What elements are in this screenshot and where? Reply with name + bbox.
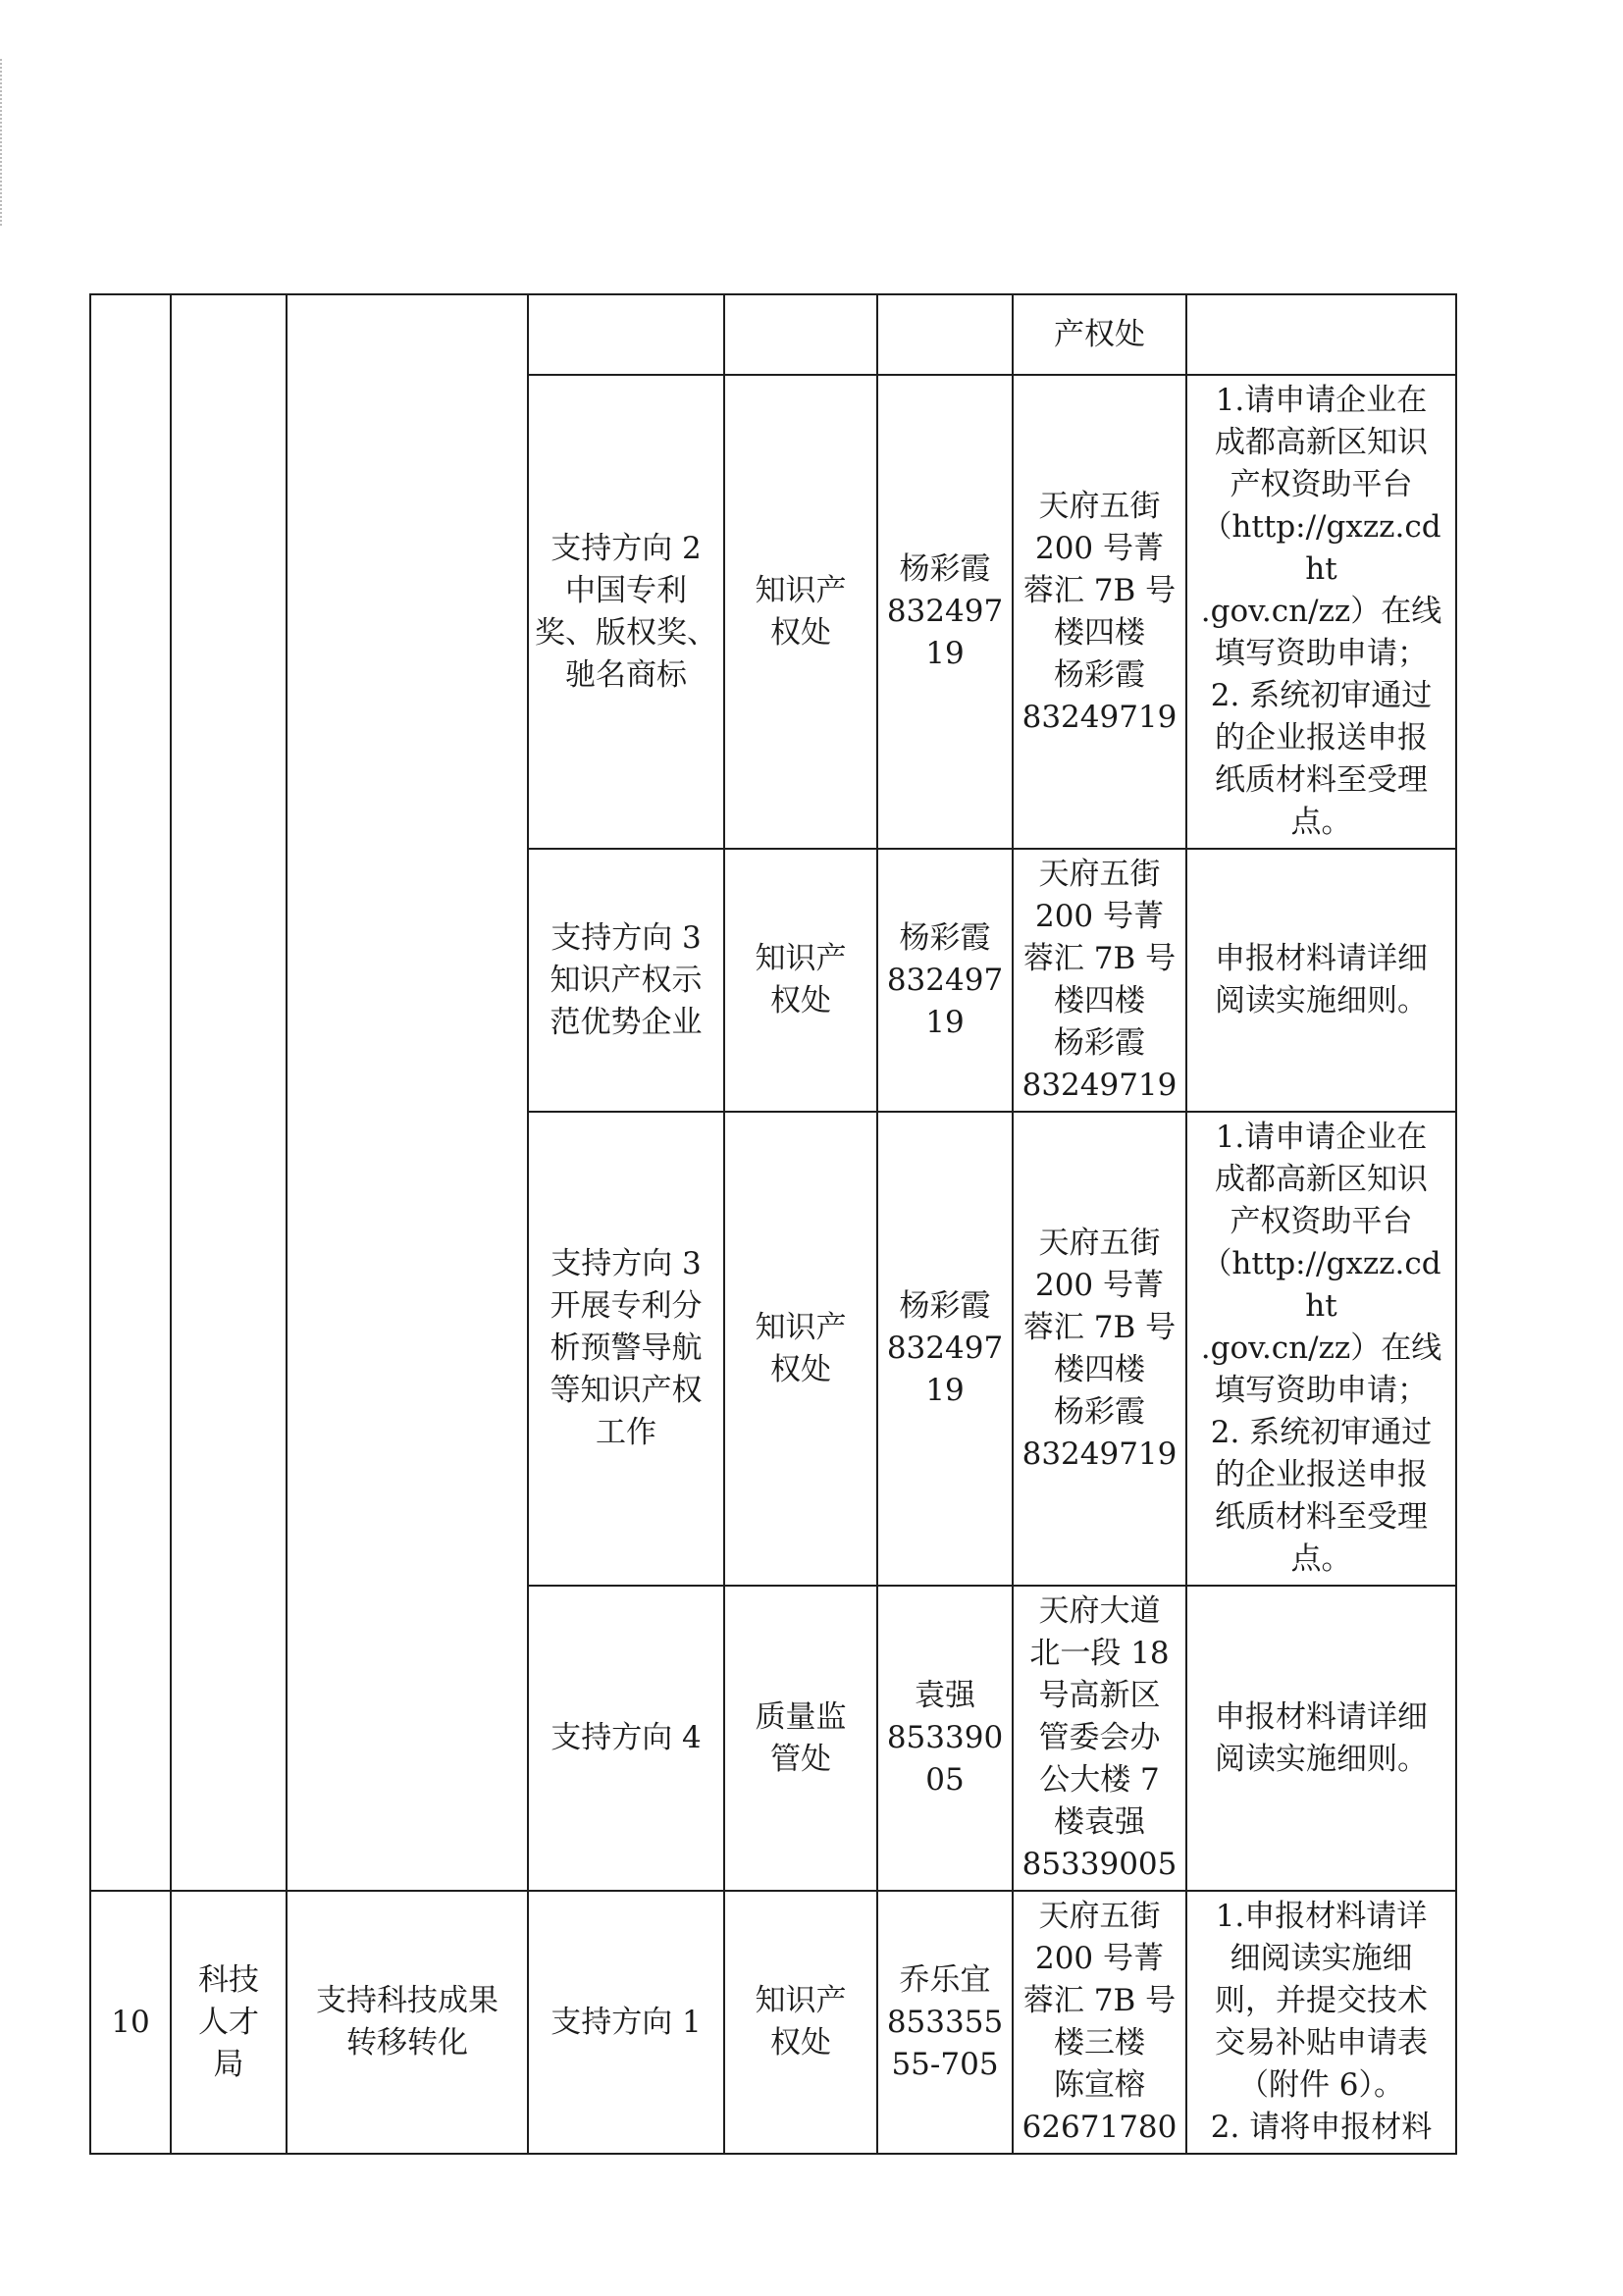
address-line: 陈宣榕 [1054, 2067, 1145, 2103]
notes-line: 阅读实施细则。 [1215, 983, 1428, 1018]
cell-notes [1186, 294, 1456, 375]
address-line: 85339005 [1021, 1847, 1178, 1882]
agency-line: 人才 [198, 2004, 259, 2040]
notes-line: 产权资助平台 [1230, 467, 1413, 502]
address-line: 楼四楼 [1054, 983, 1145, 1018]
department-line: 权处 [770, 983, 831, 1018]
address-line: 杨彩霞 [1054, 1025, 1145, 1061]
contact-line: 杨彩霞 [899, 551, 991, 587]
cell-notes [1186, 1112, 1456, 1586]
notes-line: 产权资助平台 [1230, 1204, 1413, 1239]
cell-address [1013, 849, 1186, 1112]
notes-line: 的企业报送申报 [1215, 1457, 1428, 1492]
contact-line: 杨彩霞 [899, 1288, 991, 1324]
cell-direction [528, 1891, 724, 2154]
notes-line: 申报材料请详细 [1215, 1698, 1428, 1735]
contact-line: 853355 [886, 2004, 1004, 2040]
notes-line: .gov.cn/zz）在线 [1200, 1331, 1442, 1366]
notes-line: 1.请申请企业在 [1215, 383, 1428, 418]
cell-department [724, 849, 877, 1112]
cell-direction [528, 1586, 724, 1891]
cell-direction [528, 849, 724, 1112]
notes-line: 1.申报材料请详 [1215, 1899, 1428, 1934]
cell-contact [877, 294, 1013, 375]
cell-notes [1186, 849, 1456, 1112]
notes-line: 2. 系统初审通过 [1210, 678, 1433, 713]
address-line: 蓉汇 7B 号 [1022, 1309, 1177, 1345]
address-line: 83249719 [1021, 1435, 1178, 1472]
address-line: 200 号菁 [1034, 1941, 1165, 1976]
department-line: 管处 [770, 1741, 831, 1777]
contact-line: 19 [925, 1373, 965, 1408]
direction-line: 驰名商标 [565, 656, 687, 693]
notes-line: 填写资助申请； [1215, 636, 1428, 671]
address-line: 蓉汇 7B 号 [1022, 1983, 1177, 2018]
address-line: 天府五街 [1038, 1225, 1161, 1261]
cell-address [1013, 375, 1186, 849]
index-text: 10 [111, 2004, 150, 2040]
notes-line: 成都高新区知识 [1215, 425, 1428, 460]
notes-line: （http://gxzz.cdht [1201, 509, 1441, 587]
table-row-continuation [90, 294, 1456, 375]
agency-line: 局 [213, 2046, 244, 2082]
department-line: 知识产 [755, 1983, 847, 2018]
cell-project [287, 1891, 528, 2154]
direction-line: 析预警导航 [550, 1331, 703, 1366]
cell-direction [528, 375, 724, 849]
contact-line: 乔乐宜 [899, 1961, 991, 1998]
cell-notes [1186, 375, 1456, 849]
direction-line: 支持方向 2 [550, 530, 702, 566]
address-line: 83249719 [1021, 1068, 1178, 1103]
contact-line: 19 [925, 1004, 965, 1040]
cell-address [1013, 294, 1186, 375]
contact-line: 832497 [886, 594, 1004, 629]
cell-notes [1186, 1891, 1456, 2154]
cell-address [1013, 1891, 1186, 2154]
department-line: 权处 [770, 1351, 831, 1387]
address-line: 天府五街 [1038, 857, 1161, 892]
contact-line: 832497 [886, 962, 1004, 998]
department-line: 知识产 [755, 941, 847, 976]
direction-line: 支持方向 4 [550, 1720, 702, 1755]
address-line: 蓉汇 7B 号 [1022, 572, 1177, 608]
notes-line: 成都高新区知识 [1215, 1162, 1428, 1197]
contact-line: 袁强 [915, 1678, 975, 1713]
notes-line: 则，并提交技术 [1215, 1983, 1428, 2018]
direction-line: 等知识产权 [550, 1373, 703, 1408]
contact-line: 853390 [886, 1720, 1004, 1755]
cell-address [1013, 1586, 1186, 1891]
address-line: 天府大道 [1038, 1593, 1161, 1629]
cell-department [724, 1586, 877, 1891]
cell-index [90, 1891, 171, 2154]
address-line: 杨彩霞 [1054, 1393, 1145, 1430]
cell-agency [171, 1891, 287, 2154]
address-line: 产权处 [1054, 316, 1145, 352]
cell-contact [877, 1891, 1013, 2154]
notes-line: 阅读实施细则。 [1215, 1741, 1428, 1777]
address-line: 62671780 [1021, 2110, 1178, 2145]
address-line: 200 号菁 [1034, 899, 1165, 934]
cell-department [724, 375, 877, 849]
cell-contact [877, 375, 1013, 849]
notes-line: 2. 请将申报材料 [1210, 2110, 1433, 2145]
agency-line: 科技 [198, 1961, 259, 1998]
address-line: 83249719 [1021, 699, 1178, 735]
notes-line: 申报材料请详细 [1215, 941, 1428, 976]
table-row-10 [90, 1891, 1456, 2154]
project-line: 支持科技成果 [316, 1983, 498, 2018]
direction-line: 工作 [596, 1415, 656, 1450]
cell-department [724, 1891, 877, 2154]
cell-direction [528, 294, 724, 375]
department-line: 权处 [770, 614, 831, 651]
address-line: 天府五街 [1038, 488, 1161, 524]
notes-line: （http://gxzz.cdht [1201, 1246, 1441, 1324]
support-contact-table [89, 293, 1457, 2155]
notes-line: 纸质材料至受理 [1215, 762, 1428, 798]
contact-line: 832497 [886, 1331, 1004, 1366]
notes-line: 细阅读实施细 [1230, 1941, 1413, 1976]
address-line: 蓉汇 7B 号 [1022, 941, 1177, 976]
address-line: 公大楼 7 [1039, 1762, 1160, 1798]
notes-line: 纸质材料至受理 [1215, 1499, 1428, 1535]
contact-line: 55-705 [891, 2046, 999, 2082]
direction-line: 支持方向 3 [550, 919, 702, 956]
address-line: 楼四楼 [1054, 1351, 1145, 1387]
notes-line: .gov.cn/zz）在线 [1200, 594, 1442, 629]
address-line: 楼三楼 [1054, 2025, 1145, 2061]
department-line: 知识产 [755, 1309, 847, 1345]
cell-address [1013, 1112, 1186, 1586]
direction-line: 支持方向 3 [550, 1246, 702, 1281]
direction-line: 奖、版权奖、 [535, 614, 717, 651]
cell-agency-continued [171, 294, 287, 1891]
department-line: 质量监 [755, 1698, 847, 1735]
cell-contact [877, 849, 1013, 1112]
address-line: 管委会办 [1038, 1720, 1161, 1755]
direction-line: 知识产权示 [550, 962, 703, 998]
cell-notes [1186, 1586, 1456, 1891]
direction-line: 开展专利分 [550, 1288, 703, 1324]
contact-line: 05 [925, 1762, 965, 1798]
direction-line: 范优势企业 [550, 1004, 703, 1040]
scan-edge-mark [0, 59, 5, 226]
notes-line: 的企业报送申报 [1215, 720, 1428, 756]
cell-contact [877, 1586, 1013, 1891]
cell-department [724, 1112, 877, 1586]
notes-line: 点。 [1290, 1541, 1352, 1577]
cell-project-continued [287, 294, 528, 1891]
cell-direction [528, 1112, 724, 1586]
address-line: 楼四楼 [1054, 614, 1145, 651]
direction-line: 支持方向 1 [550, 2004, 702, 2040]
cell-contact [877, 1112, 1013, 1586]
cell-index-continued [90, 294, 171, 1891]
notes-line: 2. 系统初审通过 [1210, 1415, 1433, 1450]
project-line: 转移转化 [346, 2025, 468, 2061]
contact-line: 19 [925, 636, 965, 671]
direction-line: 中国专利 [565, 572, 687, 608]
contact-line: 杨彩霞 [899, 919, 991, 956]
address-line: 楼袁强 [1054, 1804, 1145, 1840]
notes-line: 1.请申请企业在 [1215, 1120, 1428, 1155]
address-line: 北一段 18 [1029, 1636, 1170, 1671]
address-line: 天府五街 [1038, 1899, 1161, 1934]
address-line: 号高新区 [1038, 1678, 1161, 1713]
notes-line: （附件 6）。 [1237, 2067, 1405, 2103]
notes-line: 填写资助申请； [1215, 1373, 1428, 1408]
address-line: 杨彩霞 [1054, 656, 1145, 693]
department-line: 知识产 [755, 572, 847, 608]
notes-line: 交易补贴申请表 [1215, 2025, 1428, 2061]
notes-line: 点。 [1290, 805, 1352, 840]
address-line: 200 号菁 [1034, 530, 1165, 566]
cell-department [724, 294, 877, 375]
department-line: 权处 [770, 2025, 831, 2061]
address-line: 200 号菁 [1034, 1267, 1165, 1303]
